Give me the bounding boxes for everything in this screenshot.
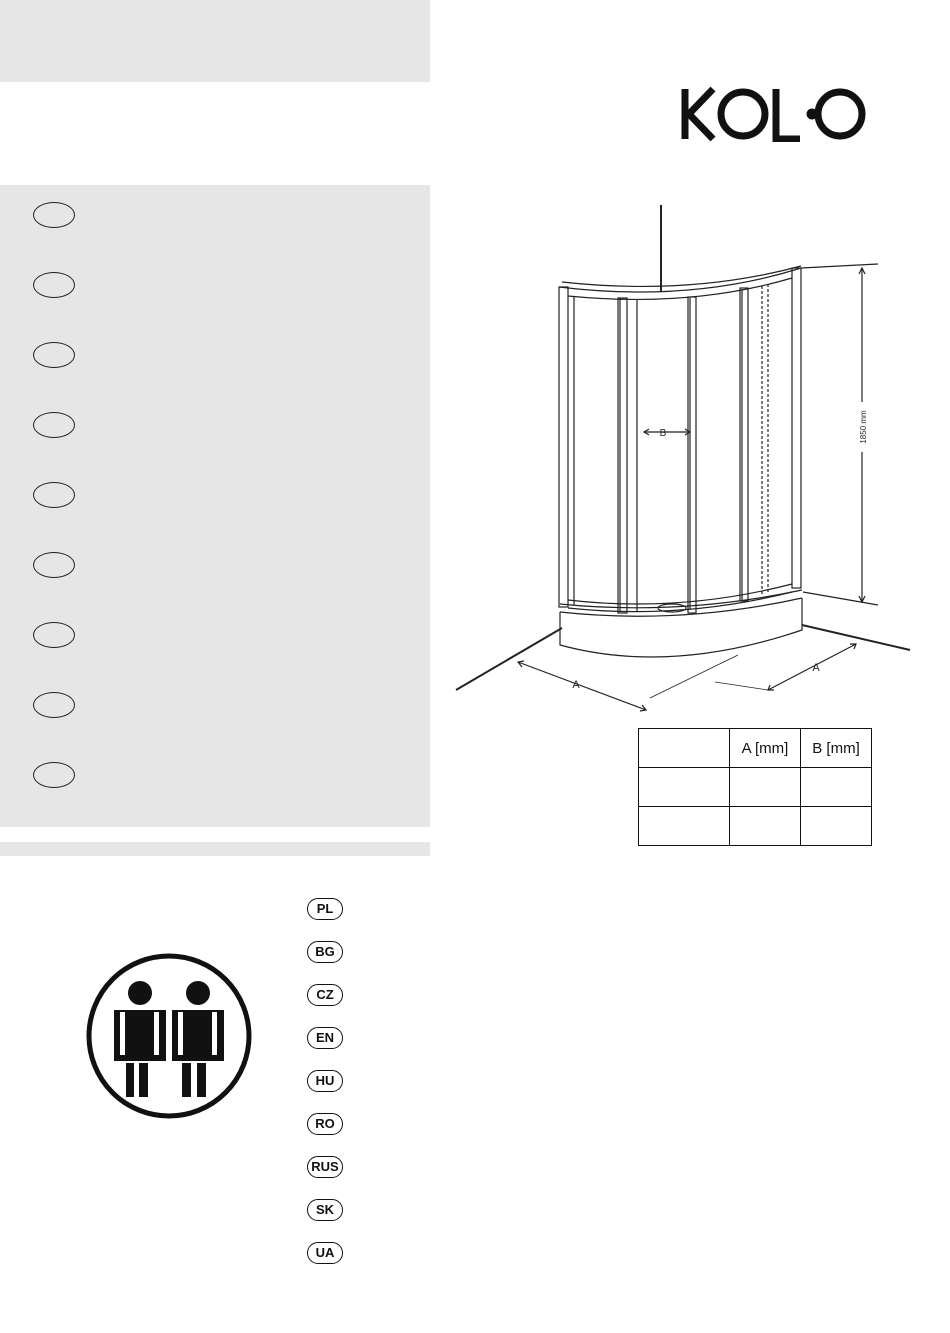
table-cell (801, 768, 872, 807)
language-badge-ro: RO (307, 1113, 343, 1135)
table-row (639, 807, 872, 846)
language-badge-sk: SK (307, 1199, 343, 1221)
ellipse-marker-icon (33, 692, 75, 718)
ellipse-marker-icon (33, 482, 75, 508)
language-badge-bg: BG (307, 941, 343, 963)
language-badge-cz: CZ (307, 984, 343, 1006)
ellipse-marker-icon (33, 342, 75, 368)
kolo-logo (680, 86, 870, 142)
label-a-left: A (572, 679, 580, 691)
table-header-cell: B [mm] (801, 729, 872, 768)
top-grey-band (0, 0, 430, 82)
ellipse-marker-icon (33, 412, 75, 438)
ellipse-marker-icon (33, 272, 75, 298)
bottom-grey-band (0, 842, 430, 856)
shower-enclosure-drawing (450, 200, 920, 720)
table-header-cell: A [mm] (730, 729, 801, 768)
language-badge-rus: RUS (307, 1156, 343, 1178)
ellipse-marker-icon (33, 202, 75, 228)
ellipse-marker-icon (33, 622, 75, 648)
dimensions-table (638, 728, 872, 846)
language-badge-hu: HU (307, 1070, 343, 1092)
ellipse-marker-icon (33, 552, 75, 578)
table-cell (730, 768, 801, 807)
label-a-right: A (812, 662, 820, 674)
table-row (639, 768, 872, 807)
ellipse-marker-icon (33, 762, 75, 788)
table-cell (639, 768, 730, 807)
table-cell (730, 807, 801, 846)
language-marker-panel (0, 185, 430, 827)
language-badge-en: EN (307, 1027, 343, 1049)
height-label: 1850 mm (859, 410, 868, 444)
table-cell (801, 807, 872, 846)
two-person-installation-icon (85, 952, 253, 1120)
table-cell (639, 807, 730, 846)
table-header-row (639, 729, 872, 768)
language-badge-pl: PL (307, 898, 343, 920)
table-header-cell (639, 729, 730, 768)
label-b: B (659, 428, 667, 439)
language-badge-ua: UA (307, 1242, 343, 1264)
